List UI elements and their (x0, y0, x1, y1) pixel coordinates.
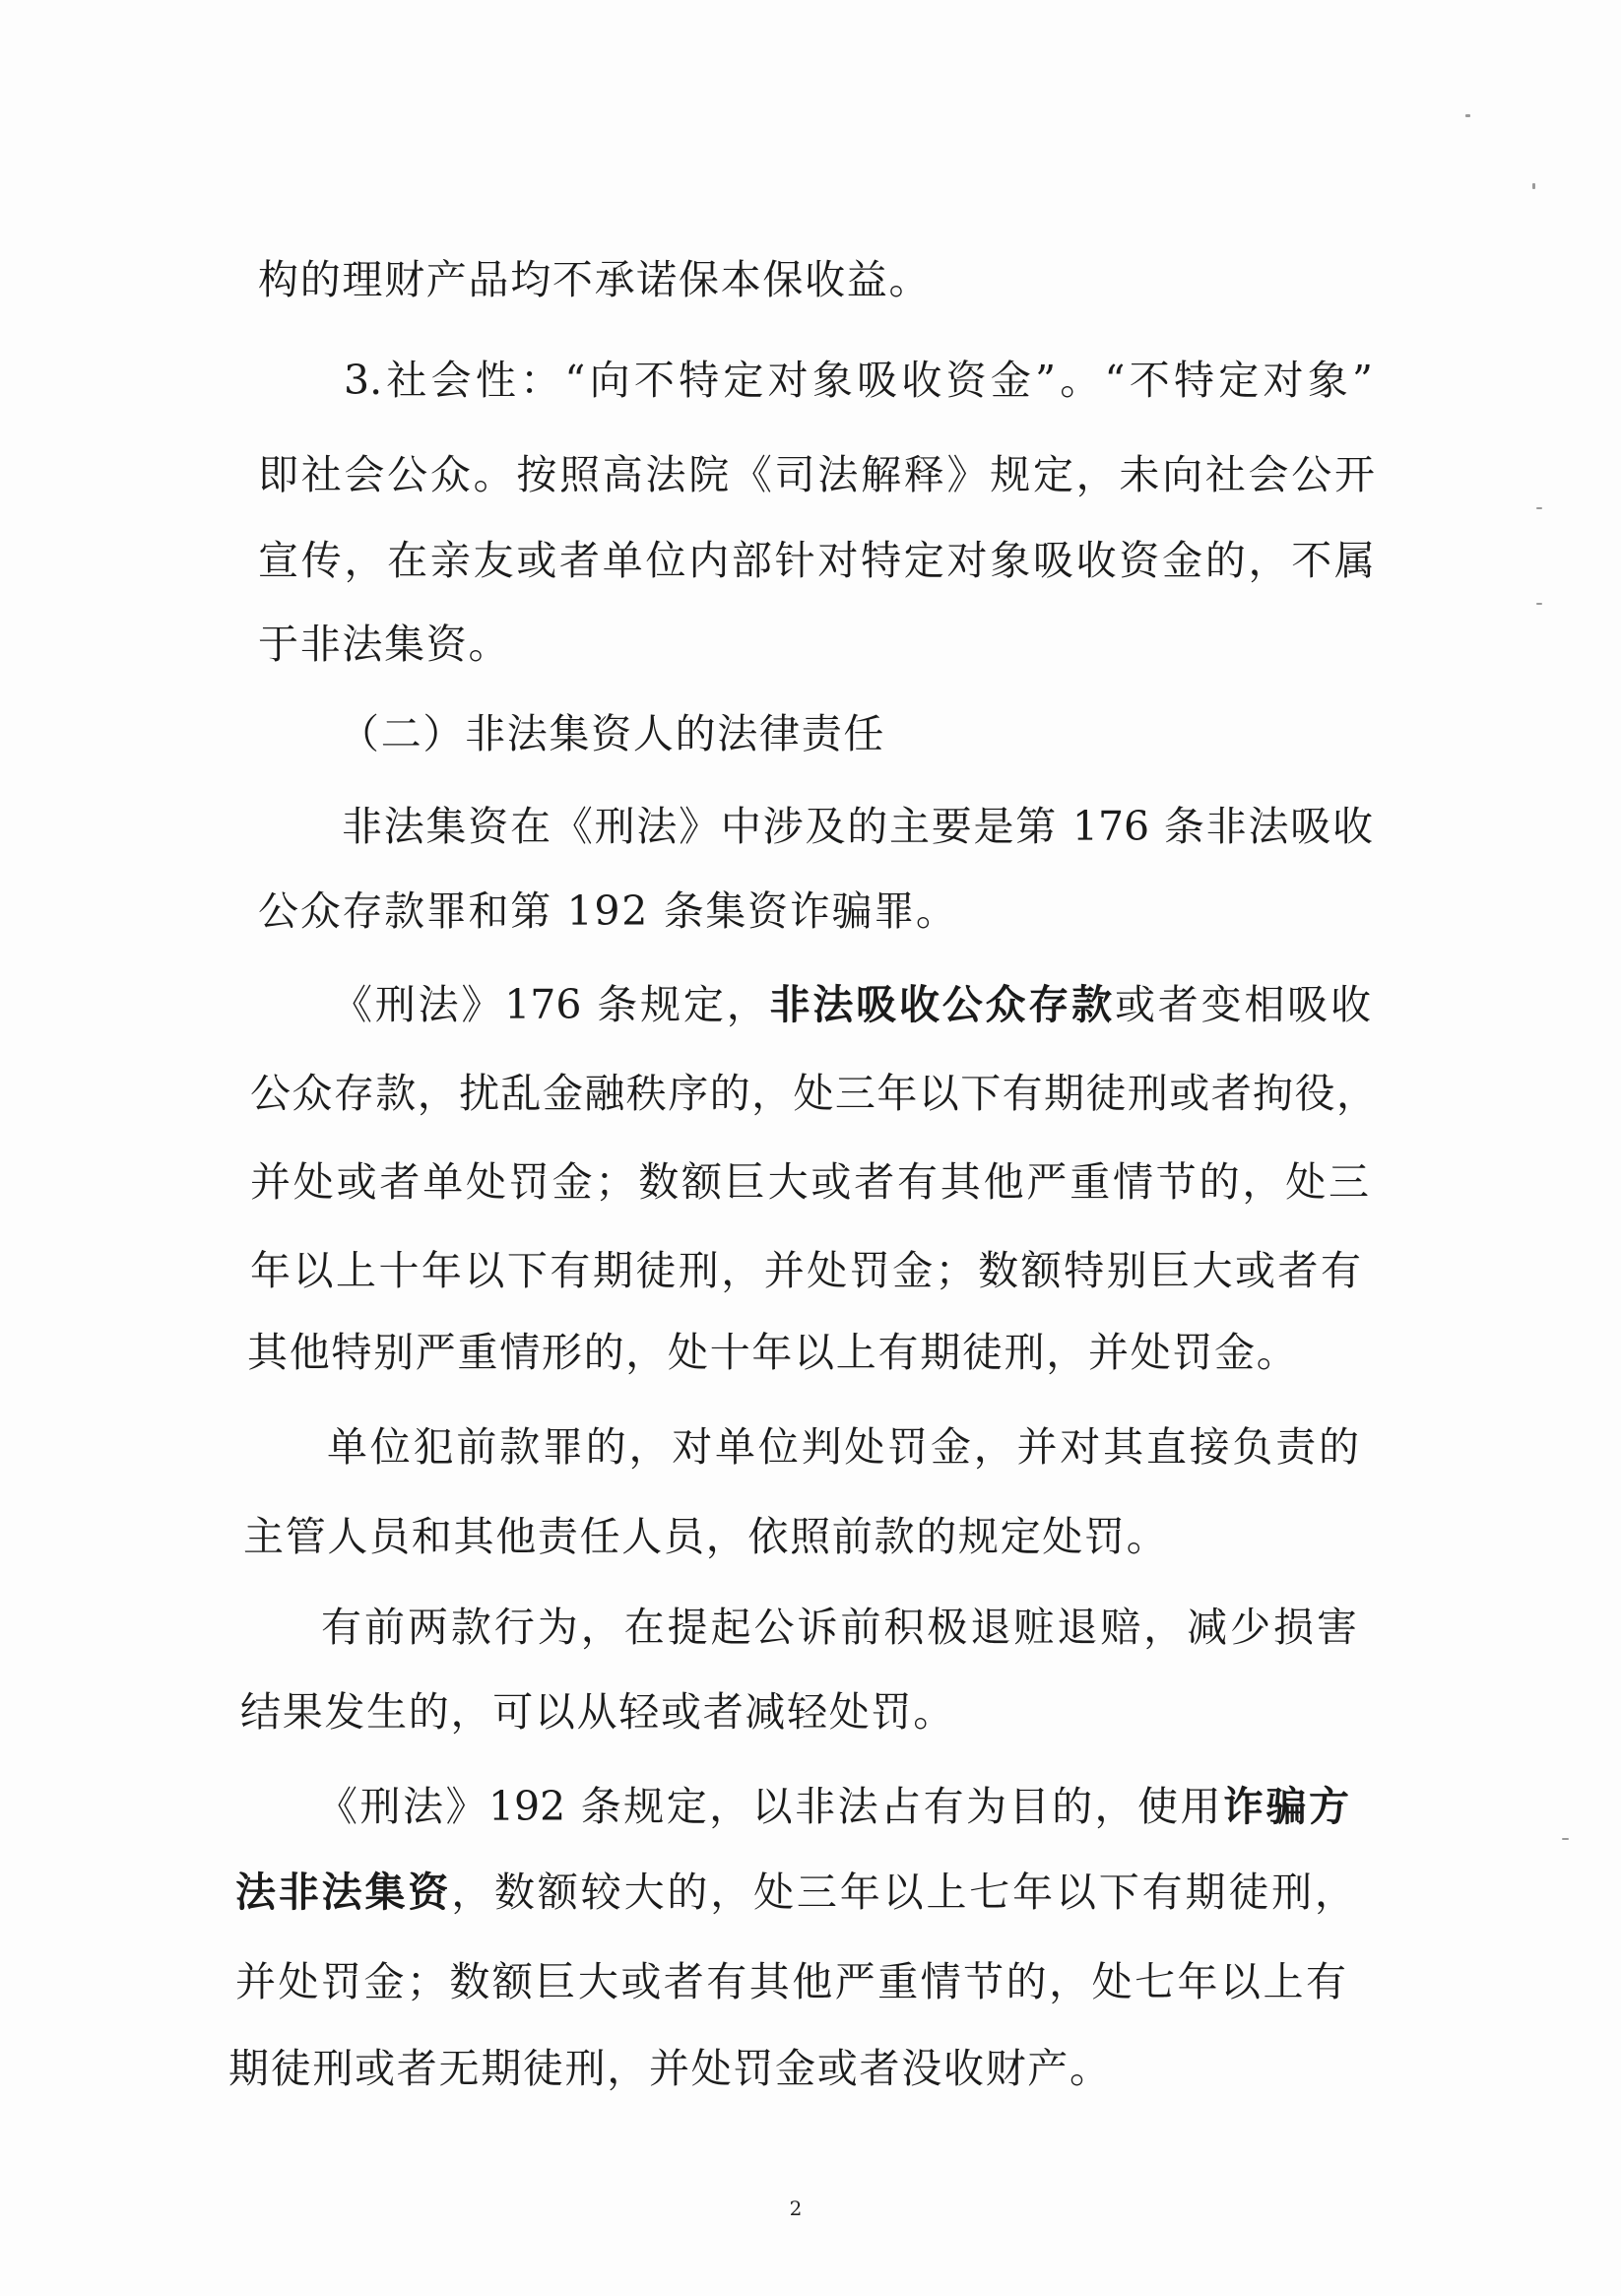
body-line: 宣传，在亲友或者单位内部针对特定对象吸收资金的，不属 (258, 537, 1375, 584)
body-line (332, 980, 1371, 1029)
body-line (235, 1868, 1355, 1917)
bold-term: 法非法集资 (235, 1869, 452, 1916)
line-segment: 《刑法》192 条规定，以非法占有为目的，使用 (317, 1783, 1224, 1830)
scan-mark (1536, 507, 1542, 509)
body-line: 其他特别严重情形的，处十年以上有期徒刑，并处罚金。 (247, 1329, 1299, 1376)
scan-mark (1532, 183, 1535, 189)
body-line: 公众存款罪和第 192 条集资诈骗罪。 (258, 887, 958, 935)
scan-mark (1536, 603, 1542, 605)
line-segment: 或者变相吸收 (1114, 981, 1371, 1028)
body-line: 主管人员和其他责任人员，依照前款的规定处罚。 (243, 1513, 1169, 1560)
scan-mark (1562, 1838, 1569, 1840)
body-line: 构的理财产品均不承诺保本保收益。 (258, 256, 932, 303)
body-line: 并处罚金；数额巨大或者有其他严重情节的，处七年以上有 (235, 1958, 1346, 2005)
line-segment: 《刑法》176 条规定， (332, 981, 770, 1028)
body-line: 结果发生的，可以从轻或者减轻处罚。 (240, 1688, 955, 1736)
bold-term: 诈骗方 (1223, 1783, 1350, 1830)
section-heading: （二）非法集资人的法律责任 (339, 710, 886, 757)
body-line: 并处或者单处罚金；数额巨大或者有其他严重情节的，处三 (250, 1158, 1369, 1206)
body-line: 即社会公众。按照高法院《司法解释》规定，未向社会公开 (258, 451, 1375, 498)
body-line (317, 1782, 1349, 1831)
body-line: 公众存款，扰乱金融秩序的，处三年以下有期徒刑或者拘役， (250, 1070, 1377, 1117)
body-line: 非法集资在《刑法》中涉及的主要是第 176 条非法吸收 (342, 803, 1373, 850)
body-line: 于非法集资。 (258, 621, 511, 668)
body-line: 有前两款行为，在提起公诉前积极退赃退赔，减少损害 (321, 1604, 1357, 1651)
body-line: 单位犯前款罪的，对单位判处罚金，并对其直接负责的 (327, 1423, 1359, 1471)
body-line: 3.社会性：“向不特定对象吸收资金”。“不特定对象” (344, 357, 1373, 404)
scan-mark (1465, 114, 1470, 117)
bold-term: 非法吸收公众存款 (769, 981, 1115, 1028)
page-number: 2 (789, 2197, 803, 2220)
body-line: 年以上十年以下有期徒刑，并处罚金；数额特别巨大或者有 (250, 1247, 1361, 1294)
body-line: 期徒刑或者无期徒刑，并处罚金或者没收财产。 (228, 2045, 1112, 2092)
line-segment: ，数额较大的，处三年以上七年以下有期徒刑， (451, 1869, 1356, 1916)
